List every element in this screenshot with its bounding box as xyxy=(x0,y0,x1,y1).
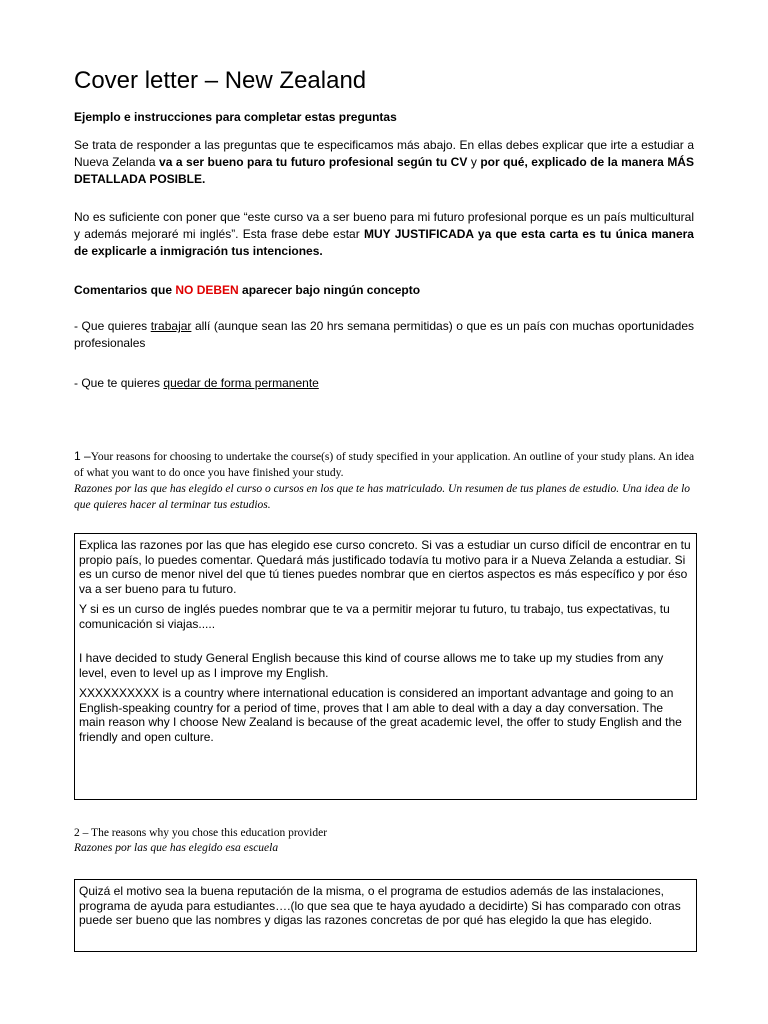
answer-1-english-note: Y si es un curso de inglés puedes nombrar que te va a permitir mejorar tu futuro, tu trabajo, tus expectativas, tu comunicación si viajas..... xyxy=(79,602,670,631)
intro-connector: y xyxy=(467,155,481,169)
bullet-work xyxy=(74,318,694,352)
justification-paragraph xyxy=(74,209,694,260)
answer-2-instructions: Quizá el motivo sea la buena reputación de la misma, o el programa de estudios además de las instalaciones, programa de ayuda para estudiantes….(lo que sea que te haya ayudado a decidirte) Si has comparado con otras puede ser bueno que las nombres y digas las razones concretas de por qué has elegido la que has elegido. xyxy=(79,884,681,927)
answer-box-2[interactable] xyxy=(74,879,697,952)
bullet-permanent-prefix: - Que te quieres xyxy=(74,376,164,390)
justification-bold: MUY JUSTIFICADA ya que esta carta es tu única manera de explicarle a inmigración tus intenciones. xyxy=(74,227,694,258)
question-1-number: 1 – xyxy=(74,449,91,463)
intro-paragraph xyxy=(74,137,694,188)
answer-1-example-1: I have decided to study General English because this kind of course allows me to take up my studies from any level, even to level up as I improve my English. xyxy=(79,651,664,680)
page-title: Cover letter – New Zealand xyxy=(74,67,367,94)
intro-text: Se trata de responder a las preguntas que te especificamos más abajo. En ellas debes explicar que irte a estudiar a Nueva Zelanda xyxy=(74,138,694,169)
question-1-spanish: Razones por las que has elegido el curso o cursos en los que te has matriculado. Un resumen de tus planes de estudio. Una idea de lo que quieres hacer al terminar tus estudios. xyxy=(74,483,691,511)
bullet-permanent xyxy=(74,375,694,392)
bullet-work-prefix: - Que quieres xyxy=(74,319,151,333)
bullet-work-underlined: trabajar xyxy=(150,319,192,333)
warning-text-a: Comentarios que xyxy=(74,283,176,297)
subtitle: Ejemplo e instrucciones para completar estas preguntas xyxy=(74,110,397,124)
answer-1-example-2: XXXXXXXXXX is a country where international education is considered an important advantage and going to an English-speaking country for a period of time, proves that I am able to deal with a day a day conversation. The main reason why I choose New Zealand is because of the great academic level, the offer to study English and the friendly and open culture. xyxy=(79,686,682,744)
intro-bold-1: va a ser bueno para tu futuro profesional según tu CV xyxy=(159,155,468,169)
answer-box-1[interactable] xyxy=(74,533,697,800)
warning-text-b: aparecer bajo ningún concepto xyxy=(238,283,421,297)
warning-red-text: NO DEBEN xyxy=(175,283,239,297)
question-1-english: Your reasons for choosing to undertake the course(s) of study specified in your application. An outline of your study plans. An idea of what you want to do once you have finished your study. xyxy=(74,451,695,479)
answer-1-instructions: Explica las razones por las que has elegido ese curso concreto. Si vas a estudiar un curso difícil de encontrar en tu propio país, lo puedes comentar. Quedará más justificado todavía tu motivo para ir a Nueva Zelanda a estudiar. Si es un curso de menor nivel del que tú tienes puedes nombrar que en ciertos aspectos es más específico y por éso va a ser bueno para tu futuro. xyxy=(79,538,691,596)
question-2 xyxy=(74,826,327,856)
justification-text: No es suficiente con poner que “este curso va a ser bueno para mi futuro profesional porque es un país multicultural y además mejoraré mi inglés”. Esta frase debe estar xyxy=(74,210,694,241)
question-2-spanish: Razones por las que has elegido esa escuela xyxy=(74,842,279,854)
intro-bold-2: por qué, explicado de la manera MÁS DETALLADA POSIBLE. xyxy=(74,155,694,186)
question-2-english: 2 – The reasons why you chose this education provider xyxy=(74,827,328,839)
bullet-permanent-underlined: quedar de forma permanente xyxy=(163,376,319,390)
bullet-work-text: allí (aunque sean las 20 hrs semana permitidas) o que es un país con muchas oportunidades profesionales xyxy=(74,319,694,350)
warning-heading xyxy=(74,282,694,299)
question-1 xyxy=(74,448,696,513)
